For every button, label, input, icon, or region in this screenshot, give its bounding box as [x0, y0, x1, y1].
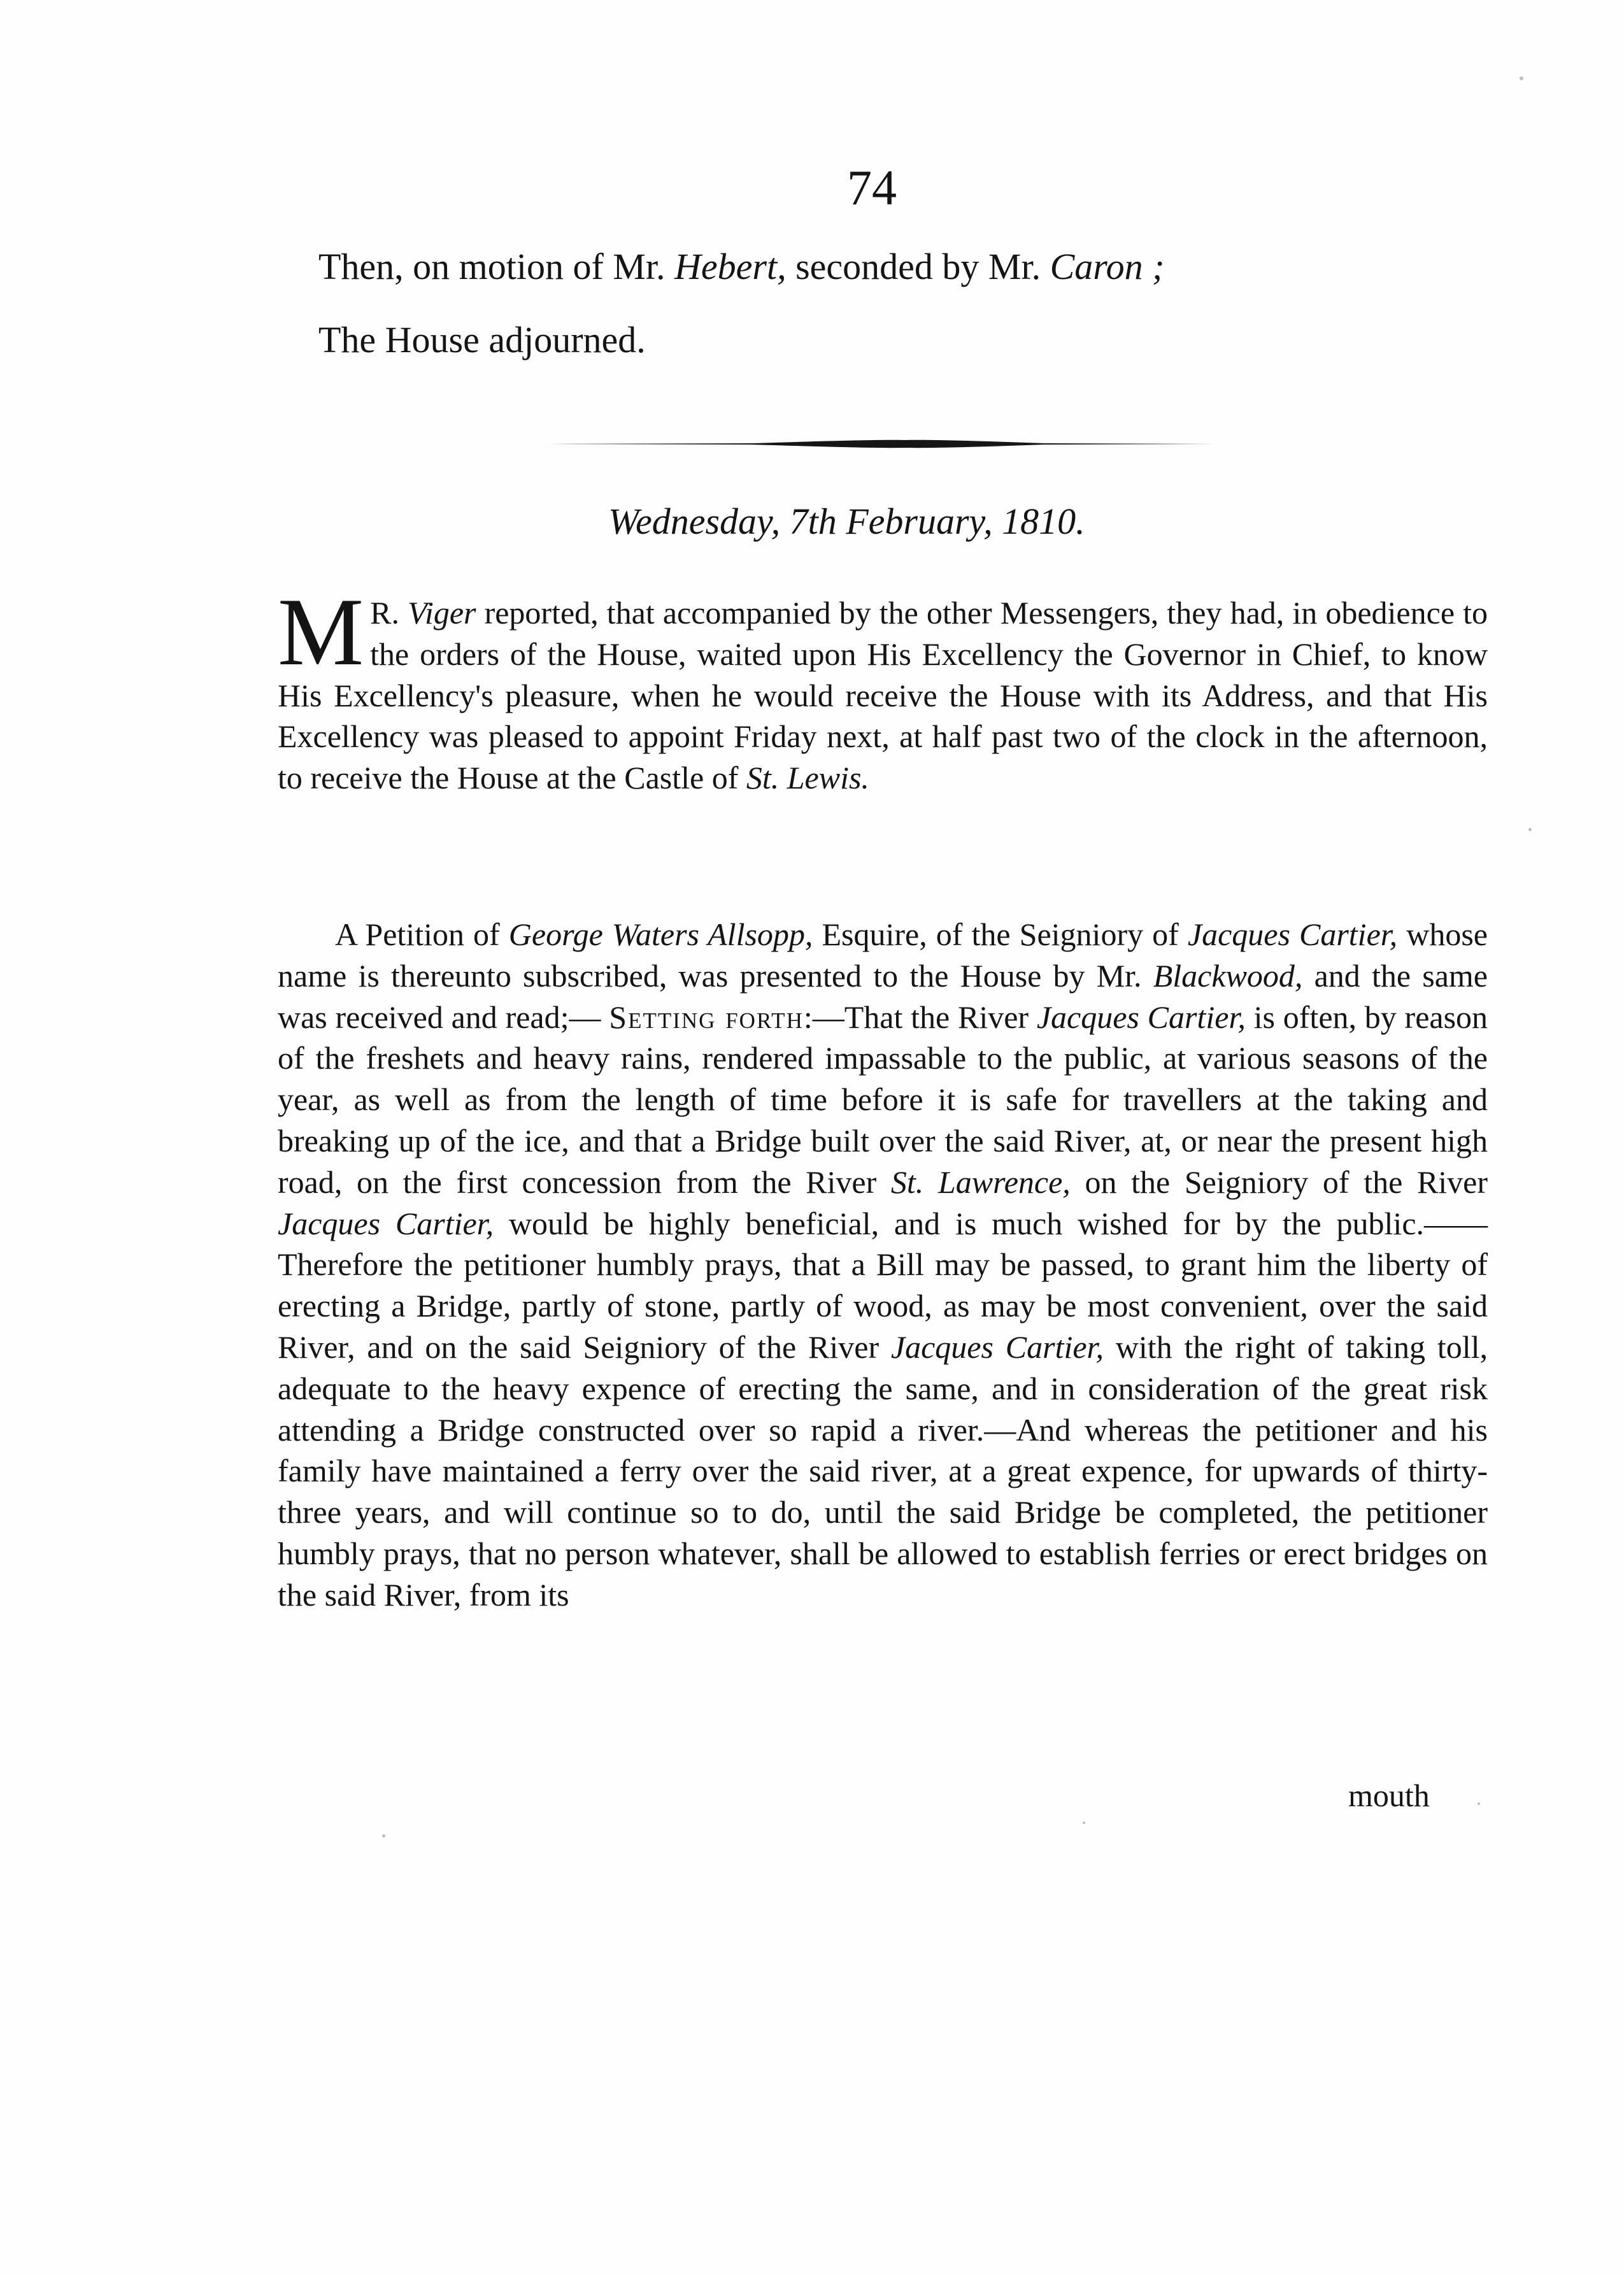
petition-text-7: on the Seigniory of the River: [1085, 1164, 1488, 1200]
setting-forth-label: Setting forth: [609, 999, 804, 1035]
scan-speck: [382, 1834, 385, 1837]
adjournment-line: The House adjourned.: [318, 319, 646, 360]
section-divider: [548, 439, 1223, 448]
motion-line: [318, 245, 1165, 288]
river-name-2: Jacques Cartier,: [278, 1205, 494, 1241]
report-text: reported, that accompanied by the other Messengers, they had, in obedience to the orders of the House, waited upon His Excellency the Governor in Chief, to know His Excellency's pleasure, when he would receive the House with its Address, and that His Excellency was pleased to appoint Friday next, at half past two of the clock in the afternoon, to receive the House at the Castle of: [278, 595, 1488, 796]
seigniory-name: Jacques Cartier,: [1187, 916, 1398, 952]
river-name-3: Jacques Cartier,: [890, 1329, 1104, 1365]
mover-name: Hebert,: [674, 246, 787, 287]
drop-cap: M: [278, 578, 364, 685]
scan-speck: [1520, 76, 1523, 80]
petition-text-6: is often, by reason of the freshets and heavy rains, rendered impassable to the public, at various seasons of the year, as well as from the length of time before it is safe for travellers at the taking and breaking up of the ice, and that a Bridge built over the said River, at, or near the present high road, on the first concession from the River: [278, 999, 1488, 1200]
report-abbrev: R.: [370, 595, 400, 631]
petition-text-5: :—That the River: [803, 999, 1029, 1035]
motion-middle: seconded by Mr.: [795, 246, 1041, 287]
petition-text-8: would be highly beneficial, and is much wished for by the public.——Therefore the petitioner humbly prays, that a Bill may be passed, to grant him the liberty of erecting a Bridge, partly of stone, partly of wood, as may be most convenient, over the said River, and on the said Seigniory of the River: [278, 1205, 1488, 1365]
st-lawrence-name: St. Lawrence,: [890, 1164, 1071, 1200]
date-heading: [608, 500, 1085, 543]
petition-text-9: with the right of taking toll, adequate to the heavy expence of erecting the same, and in consideration of the great risk attending a Bridge constructed over so rapid a river.—And whereas the petitioner and his family have maintained a ferry over the said river, at a great expence, for upwards of thirty-three years, and will continue so to do, until the said Bridge be completed, the petitioner humbly prays, that no person whatever, shall be allowed to establish ferries or erect bridges on the said River, from its: [278, 1329, 1488, 1613]
scan-speck: [1083, 1822, 1085, 1824]
scan-speck: [1528, 828, 1532, 831]
presenter-name: Blackwood,: [1153, 957, 1303, 994]
petitioner-name: George Waters Allsopp,: [508, 916, 813, 952]
petition-text-4: and the same was received and read;—: [278, 957, 1488, 1035]
report-paragraph: [278, 578, 1488, 799]
petition-text-3: whose name is thereunto subscribed, was presented to the House by Mr.: [278, 916, 1488, 994]
seconder-name: Caron ;: [1050, 246, 1165, 287]
catchword: mouth: [1348, 1778, 1430, 1813]
date-text: Wednesday, 7th February, 1810.: [608, 501, 1085, 542]
river-name: Jacques Cartier,: [1036, 999, 1246, 1035]
page-number: 74: [847, 160, 897, 215]
petition-text-2: Esquire, of the Seigniory of: [822, 916, 1179, 952]
place-name: St. Lewis.: [746, 760, 869, 796]
scan-speck: [1478, 1802, 1480, 1805]
petition-paragraph: [278, 914, 1488, 1616]
petition-text-1: A Petition of: [335, 916, 500, 952]
motion-prefix: Then, on motion of Mr.: [318, 246, 666, 287]
reporter-name: Viger: [408, 595, 476, 631]
